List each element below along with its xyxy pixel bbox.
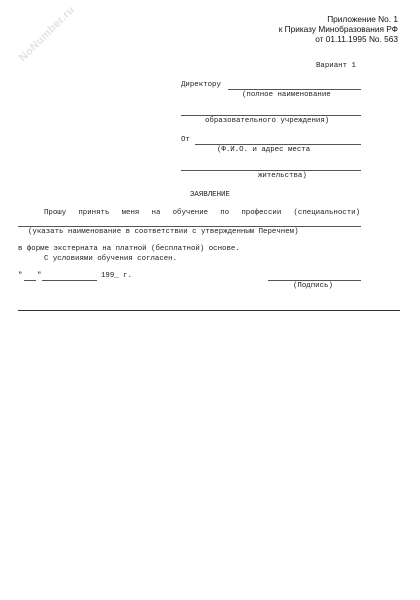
form-line: в форме экстерната на платной (бесплатной) основе. (18, 245, 240, 253)
institution-hint-1: (полное наименование (242, 91, 331, 99)
person-hint-1: (Ф.И.О. и адрес места (217, 146, 311, 154)
director-line[interactable] (228, 89, 361, 90)
from-label: От (181, 136, 190, 144)
document-title: ЗАЯВЛЕНИЕ (190, 191, 230, 199)
variant-label: Вариант 1 (316, 62, 356, 70)
date-close-quote: " (37, 272, 42, 280)
agree-line: С условиями обучения согласен. (44, 255, 178, 263)
watermark: NoNumber.ru (16, 3, 78, 65)
institution-line[interactable] (181, 115, 361, 116)
address-line[interactable] (181, 170, 361, 171)
date-open-quote: " (18, 272, 23, 280)
profession-line[interactable] (18, 226, 361, 227)
profession-hint: (указать наименование в соответствии с утвержденным Перечнем) (28, 228, 299, 236)
signature-line[interactable] (268, 280, 361, 281)
request-line: Прошу принять меня на обучение по профессии (специальности) (44, 209, 360, 217)
person-hint-2: жительства) (258, 172, 307, 180)
header-appendix: Приложение No. 1 (327, 14, 398, 24)
page-divider (18, 310, 400, 311)
date-year: 199_ г. (101, 272, 133, 280)
to-director-label: Директору (181, 81, 221, 89)
date-month-field[interactable] (42, 280, 97, 281)
institution-hint-2: образовательного учреждения) (205, 117, 330, 125)
signature-hint: (Подпись) (293, 282, 333, 290)
document-header (279, 14, 398, 44)
header-order-date: от 01.11.1995 No. 563 (315, 34, 398, 44)
date-day-field[interactable] (24, 280, 36, 281)
header-order: к Приказу Минобразования РФ (278, 24, 398, 34)
from-line[interactable] (195, 144, 361, 145)
